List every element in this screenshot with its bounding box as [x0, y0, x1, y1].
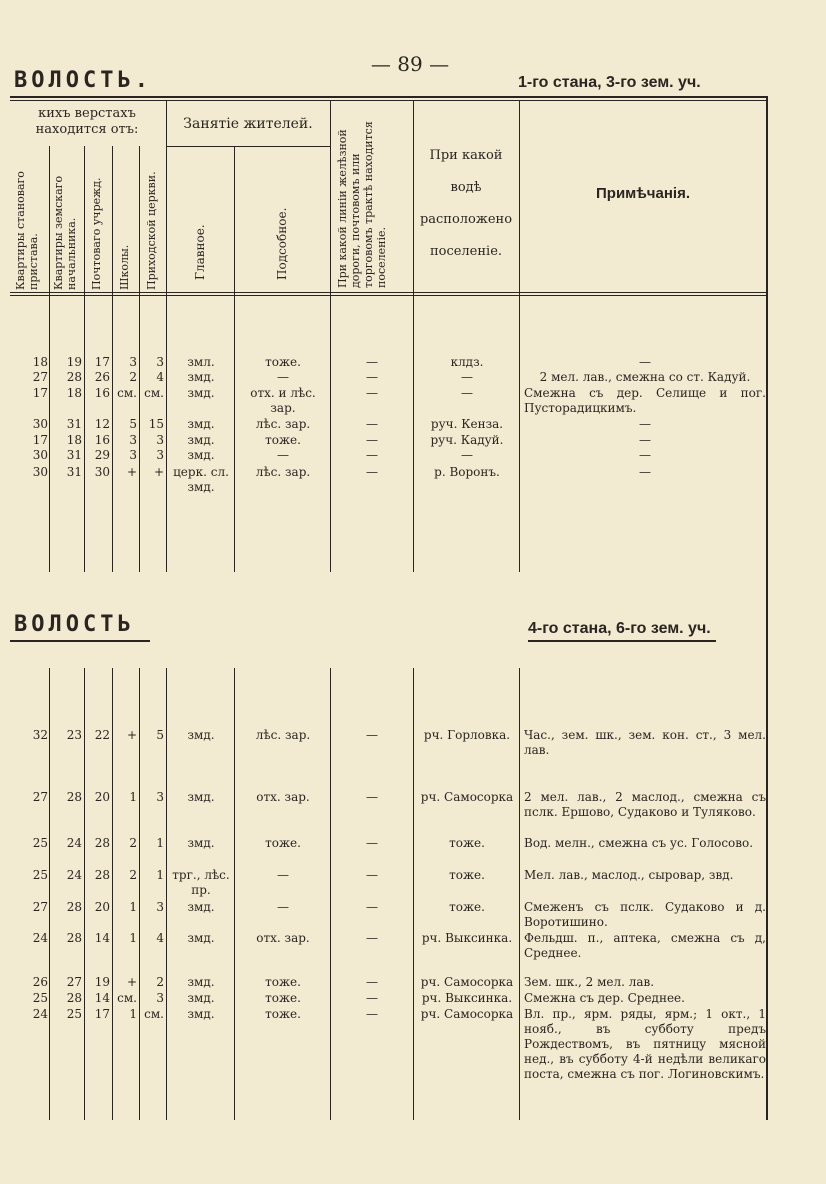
cell-school: 2 [129, 868, 137, 882]
cell-note: — [639, 417, 651, 431]
cell-road: — [366, 728, 378, 742]
cell-road: — [366, 370, 378, 384]
cell-main: церк. сл. змд. [173, 465, 229, 494]
cell-post: 17 [94, 1007, 110, 1021]
cell-post: 17 [94, 355, 110, 369]
cell-road: — [366, 900, 378, 914]
cell-water: рч. Выксинка. [421, 931, 513, 945]
cell-church: 3 [156, 433, 164, 447]
cell-school: см. [117, 991, 137, 1005]
cell-zemsky: 19 [66, 355, 82, 369]
cell-note: 2 мел. лав., смежна со ст. Кадуй. [539, 370, 751, 384]
cell-road: — [366, 448, 378, 462]
cell-water: клдз. [450, 355, 484, 369]
cell-note: Фельдш. п., аптека, смежна съ д, Среднее. [524, 931, 766, 960]
col-divider [166, 100, 167, 572]
col-divider [519, 100, 520, 572]
cell-water: руч. Кадуй. [430, 433, 504, 447]
cell-post: 26 [94, 370, 110, 384]
cell-road: — [366, 868, 378, 882]
page-border [766, 96, 768, 1120]
cell-aux: тоже. [265, 975, 301, 989]
cell-road: — [366, 975, 378, 989]
cell-note: Смежна съ дер. Селище и пог. Пусторадицкимъ. [524, 386, 766, 415]
cell-aux: тоже. [265, 836, 301, 850]
cell-zemsky: 28 [66, 991, 82, 1005]
cell-church: 3 [156, 355, 164, 369]
cell-school: 3 [129, 355, 137, 369]
cell-stanovoy: 30 [32, 448, 48, 462]
cell-note: 2 мел. лав., 2 маслод., смежна съ пслк. Ершово, Судаково и Туляково. [524, 790, 766, 819]
cell-water: — [461, 370, 473, 384]
cell-church: 4 [156, 370, 164, 384]
cell-note: Вл. пр., ярм. ряды, ярм.; 1 окт., 1 нояб., въ субботу предъ Рождествомъ, въ пятницу мясной нед., въ субботу 4-й недѣли великаго поста, смежна съ пог. Логиновскимъ. [524, 1007, 766, 1081]
header-notes: Примѣчанія. [596, 185, 690, 202]
cell-stanovoy: 25 [32, 991, 48, 1005]
cell-water: — [461, 448, 473, 462]
cell-post: 20 [94, 790, 110, 804]
cell-church: 4 [156, 931, 164, 945]
cell-church: 3 [156, 790, 164, 804]
rule [166, 146, 330, 147]
cell-church: см. [144, 1007, 164, 1021]
cell-aux: тоже. [265, 1007, 301, 1021]
cell-zemsky: 18 [66, 433, 82, 447]
cell-water: тоже. [449, 836, 485, 850]
header-main: Главное. [193, 224, 207, 280]
cell-note: — [639, 448, 651, 462]
cell-zemsky: 24 [66, 868, 82, 882]
cell-note: Смеженъ съ пслк. Судаково и д. Воротишино. [524, 900, 766, 929]
cell-post: 14 [94, 991, 110, 1005]
cell-school: + [126, 975, 137, 989]
cell-road: — [366, 355, 378, 369]
cell-main: змд. [187, 931, 215, 945]
cell-church: 15 [148, 417, 164, 431]
cell-post: 30 [94, 465, 110, 479]
cell-road: — [366, 931, 378, 945]
cell-zemsky: 31 [66, 417, 82, 431]
cell-main: змд. [187, 975, 215, 989]
cell-stanovoy: 24 [32, 931, 48, 945]
cell-stanovoy: 25 [32, 836, 48, 850]
cell-school: 1 [129, 1007, 137, 1021]
cell-church: 2 [156, 975, 164, 989]
header-stanovoy: Квартиры становаго пристава. [14, 171, 40, 290]
cell-note: Час., зем. шк., зем. кон. ст., 3 мел. лав. [524, 728, 766, 757]
header-water: При какой водѣ расположено поселеніе. [419, 148, 513, 259]
cell-main: змд. [187, 991, 215, 1005]
cell-church: 1 [156, 836, 164, 850]
header-post: Почтоваго учрежд. [90, 177, 103, 290]
cell-aux: отх. зар. [256, 931, 310, 945]
cell-water: тоже. [449, 868, 485, 882]
cell-stanovoy: 30 [32, 417, 48, 431]
cell-main: трг., лѣс. пр. [172, 868, 230, 897]
cell-road: — [366, 465, 378, 479]
cell-water: р. Воронъ. [434, 465, 500, 479]
cell-school: 1 [129, 790, 137, 804]
rule [10, 96, 766, 98]
cell-main: змд. [187, 433, 215, 447]
distance-group-header: кихъ верстахъ находится отъ: [35, 106, 139, 137]
cell-zemsky: 18 [66, 386, 82, 400]
cell-school: 2 [129, 370, 137, 384]
cell-post: 28 [94, 836, 110, 850]
cell-stanovoy: 25 [32, 868, 48, 882]
cell-water: — [461, 386, 473, 400]
cell-school: 1 [129, 931, 137, 945]
cell-road: — [366, 1007, 378, 1021]
cell-school: 3 [129, 448, 137, 462]
cell-school: + [126, 465, 137, 479]
col-divider [519, 668, 520, 1120]
cell-road: — [366, 991, 378, 1005]
cell-main: змд. [187, 386, 215, 400]
cell-water: рч. Выксинка. [421, 991, 513, 1005]
cell-school: см. [117, 386, 137, 400]
col-divider [413, 100, 414, 572]
rule [10, 295, 766, 296]
cell-school: 1 [129, 900, 137, 914]
cell-church: + [153, 465, 164, 479]
header-church: Приходской церкви. [145, 171, 158, 290]
cell-zemsky: 31 [66, 448, 82, 462]
cell-main: змд. [187, 790, 215, 804]
cell-school: 2 [129, 836, 137, 850]
rule [10, 640, 150, 642]
cell-aux: отх. и лѣс. зар. [250, 386, 316, 415]
cell-aux: тоже. [265, 433, 301, 447]
section1-heading: ВОЛОСТЬ. [14, 68, 152, 93]
cell-main: змд. [187, 448, 215, 462]
cell-zemsky: 28 [66, 931, 82, 945]
cell-post: 19 [94, 975, 110, 989]
cell-note: — [639, 465, 651, 479]
cell-church: 3 [156, 991, 164, 1005]
rule [10, 100, 766, 101]
cell-post: 14 [94, 931, 110, 945]
col-divider [330, 668, 331, 1120]
cell-aux: — [277, 868, 289, 882]
cell-road: — [366, 433, 378, 447]
cell-water: рч. Самосорка [420, 975, 514, 989]
cell-zemsky: 23 [66, 728, 82, 742]
cell-church: см. [144, 386, 164, 400]
cell-aux: отх. зар. [256, 790, 310, 804]
cell-church: 3 [156, 448, 164, 462]
header-zemsky: Квартиры земскаго начальника. [52, 175, 78, 290]
cell-stanovoy: 24 [32, 1007, 48, 1021]
cell-main: змд. [187, 900, 215, 914]
section2-heading: ВОЛОСТЬ [14, 612, 135, 637]
occupation-group-header: Занятіе жителей. [183, 116, 313, 132]
rule [528, 640, 716, 642]
cell-zemsky: 28 [66, 790, 82, 804]
cell-aux: лѣс. зар. [255, 465, 311, 479]
cell-aux: тоже. [265, 991, 301, 1005]
cell-zemsky: 28 [66, 370, 82, 384]
col-divider [413, 668, 414, 1120]
cell-note: Вод. мелн., смежна съ ус. Голосово. [524, 836, 754, 850]
cell-stanovoy: 26 [32, 975, 48, 989]
cell-church: 5 [156, 728, 164, 742]
cell-stanovoy: 27 [32, 370, 48, 384]
cell-main: змд. [187, 1007, 215, 1021]
cell-water: рч. Самосорка [420, 1007, 514, 1021]
cell-note: — [639, 433, 651, 447]
col-divider [234, 668, 235, 1120]
header-road: При какой линіи желѣзной дороги, почтовомъ или торговомъ трактѣ находится поселеніе. [336, 121, 388, 288]
cell-note: — [639, 355, 651, 369]
col-divider [166, 668, 167, 1120]
cell-church: 3 [156, 900, 164, 914]
section2-stan: 4-го стана, 6-го зем. уч. [528, 620, 711, 637]
cell-zemsky: 28 [66, 900, 82, 914]
cell-aux: лѣс. зар. [255, 417, 311, 431]
cell-school: 5 [129, 417, 137, 431]
cell-main: змд. [187, 417, 215, 431]
cell-aux: — [277, 900, 289, 914]
section1-stan: 1-го стана, 3-го зем. уч. [518, 74, 701, 91]
header-school: Школы. [118, 244, 131, 290]
cell-road: — [366, 417, 378, 431]
page-number: — 89 — [370, 52, 450, 76]
cell-post: 16 [94, 386, 110, 400]
cell-school: + [126, 728, 137, 742]
cell-aux: — [277, 448, 289, 462]
cell-church: 1 [156, 868, 164, 882]
cell-post: 22 [94, 728, 110, 742]
cell-zemsky: 24 [66, 836, 82, 850]
cell-note: Зем. шк., 2 мел. лав. [524, 975, 655, 989]
cell-stanovoy: 27 [32, 900, 48, 914]
cell-aux: — [277, 370, 289, 384]
cell-post: 20 [94, 900, 110, 914]
cell-water: тоже. [449, 900, 485, 914]
cell-aux: лѣс. зар. [255, 728, 311, 742]
cell-water: рч. Самосорка [420, 790, 514, 804]
cell-note: Мел. лав., маслод., сыровар, звд. [524, 868, 734, 882]
cell-stanovoy: 30 [32, 465, 48, 479]
cell-post: 16 [94, 433, 110, 447]
cell-stanovoy: 17 [32, 433, 48, 447]
cell-stanovoy: 18 [32, 355, 48, 369]
col-divider [234, 146, 235, 572]
col-divider [330, 100, 331, 572]
cell-main: змд. [187, 836, 215, 850]
cell-water: руч. Кенза. [430, 417, 504, 431]
header-aux: Подсобное. [275, 207, 289, 280]
cell-post: 28 [94, 868, 110, 882]
cell-water: рч. Горловка. [423, 728, 511, 742]
cell-note: Смежна съ дер. Среднее. [524, 991, 685, 1005]
rule [10, 292, 766, 293]
cell-main: змд. [187, 728, 215, 742]
cell-road: — [366, 386, 378, 400]
cell-stanovoy: 32 [32, 728, 48, 742]
cell-post: 29 [94, 448, 110, 462]
cell-road: — [366, 790, 378, 804]
cell-post: 12 [94, 417, 110, 431]
cell-zemsky: 31 [66, 465, 82, 479]
cell-road: — [366, 836, 378, 850]
cell-zemsky: 25 [66, 1007, 82, 1021]
cell-zemsky: 27 [66, 975, 82, 989]
cell-stanovoy: 17 [32, 386, 48, 400]
cell-main: змл. [187, 355, 215, 369]
cell-school: 3 [129, 433, 137, 447]
cell-aux: тоже. [265, 355, 301, 369]
cell-stanovoy: 27 [32, 790, 48, 804]
cell-main: змд. [187, 370, 215, 384]
